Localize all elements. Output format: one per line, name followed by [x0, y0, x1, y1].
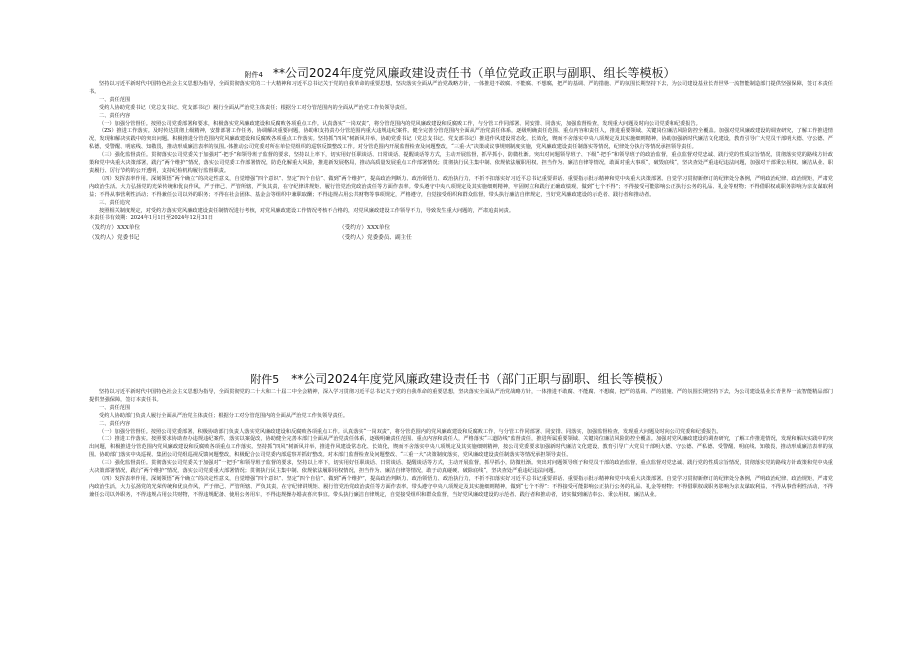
doc2-intro: 坚持以习近平新时代中国特色社会主义思想为指导，全面贯彻党的二十大和二十届二中全会精神，深入学习贯彻习近平总书记关于党的自我革命的重要思想，坚决落实全面从严治党战略方针，一体推进不敢腐、不能腐、不想腐，把严的基调、严的措施、严的氛围长期坚持下去，为公司建设基业长青世界一流智能精品部门提供坚强保障，签订本责任书。 [89, 389, 833, 403]
doc1-sig-issuing-person: （发约人）党委书记 [89, 235, 140, 242]
doc1-intro: 坚持以习近平新时代中国特色社会主义思想为指导，全面贯彻落实党的二十大精神和习近平总书记关于党的自我革命的重要思想，坚决落实全面从严治党战略方针，一体推进不敢腐、不能腐、不想腐，把严的基调、严的措施、严的氛围长期坚持下去，为公司建设基业长青世界一流智能制造部门提供坚强保障，签订本责任书。 [89, 81, 833, 95]
doc1-content-2: （ZS）推进工作落实。及时传达贯彻上级精神，安排部署工作任务，协调解决重要问题，协助和支持责办分管范围内重大违规违纪案件。健全完善分管范围内全面从严治党责任体系，逐级明确责任范围、重点内容和责任人，推进重要领域、关键岗位廉洁风险防控全覆盖。加强对党风廉政建设的调查研究，了解工作推进情况，发现和解决实践中的突出问题。积极推进分管范围内党风廉政建设和反腐败各项重点工作落实。坚持抓“四风”树新风并举，协助党委书记（党总支书记、党支部书记）推进作风建设常态化、长效化，锲而不舍落实中央八项规定及其实施细则精神，协助加强新时代廉洁文化建设，教育引导广大党员干部明大德、守公德、严私德，受警醒、明底线、知敬畏，推动形成廉洁表率的氛围。·体推动公司党委对所在单位党组织的巡察反馈整改工作。对分管范围内开展监督检查及问题整改，“三重·大”决策或议事规则制度实施，党风廉政建设责任制落实等情况，纪律处分执行等情况承担领导责任。 [89, 128, 833, 151]
doc1-heading-accountability: 三、责任追究 [99, 199, 131, 206]
doc1-signature-block [89, 223, 833, 243]
doc1-scope-text: 受约人协助党委书记（党总支书记、党支部书记）履行全面从严治党主体责任；根据分工对分管范围内的全面从严治党工作负领导责任。 [99, 104, 411, 111]
doc1-body [89, 81, 833, 243]
doc1-heading-scope: 一、责任范围 [99, 96, 131, 103]
doc2-annex-label: 附件5 [250, 373, 280, 386]
doc2-title: **公司2024年度党风廉政建设责任书（部门正职与副职、组长等模板） [291, 372, 670, 386]
doc1-sig-issuing-party: （发约方）XXX单位 [89, 225, 141, 232]
doc1-title-row [0, 64, 920, 81]
doc2-scope-text: 受约人协助部门负责人履行全面从严治党主体责任；根据分工对分管范围内的全面从严治党工作负领导责任。 [99, 412, 349, 419]
doc2-body [89, 389, 833, 500]
doc2-heading-scope: 一、责任范围 [99, 404, 131, 411]
doc1-validity-period: 本责任书有效期：2024年1月1日至2024年12月31日 [89, 215, 214, 222]
doc1-accountability-text: 按照相关制度规定，对受约方落实党风廉政建设责任制情况进行考核，对党风廉政建设工作情况考核不合格的，对党风廉政建设工作领导不力，导致发生重大问题的，严肃追责问责。 [99, 207, 515, 214]
doc1-sig-receiving-party: （受约方）XXX单位 [339, 225, 391, 232]
doc1-content-3: （三）强化监督责任。贯彻落实公司党委关于加强对“·把手”和领导班子监督的要求，坚持以上率下，切实用好任职谈话、日常谈话、提醒谈话等方式，主动开展监督，抓早抓小，防微杜渐。突出对问题领导班子、下级“·把手”和领导班子的政治监督，重点监督对党忠诚、践行党的性质宗旨情况，贯彻落实党的路线方针政策和党中央重大决策部署，践行“两个维护”情况，落实公司党委工作部署情况，防范化解重大风险，推进新发展格局，推动高质量发展重点工作部署情况；贯彻执行民主集中制、依规依法履职用权、担当作为、廉洁自律等情况，敢面对重大事项“，破毁底线“，坚决查处严重违纪违法问题，加强对干部秉公用权、廉洁从业、职责履行、厉行节约的公开透明，支持纪检机构履行监督职责。 [89, 152, 833, 174]
doc2-content-1: （一）加强分管督任。按照公司党委部署，积极协助部门负责人落实党风廉政建设和反腐败各项重点工作。认真落实“一岗双责”，将分管范围内的党风廉政建设和反腐败工作，与分管工作同部署、同安排、同落实，加强监督检查，发现重大问题及时向公司党委和纪委报告。 [99, 428, 722, 435]
doc1-sig-receiving-person: （受约人）党委委员、副主任 [339, 235, 412, 242]
doc1-heading-content: 二、责任内容 [99, 112, 131, 119]
doc1-title: **公司2024年度党风廉政建设责任书（单位党政正职与副职、组长等模板） [272, 66, 676, 80]
doc2-title-row [0, 370, 920, 387]
doc1-annex-label: 附件4 [244, 71, 263, 79]
doc2-content-4: （四）发挥表率作用。深刻领悟“两个确立”的决定性意义，自觉增强“四个意识”、坚定“四个自信”、做到“两个维护”，提高政治判断力、政治领悟力、政治执行力，不折不扣落实好习近平总书记重要讲话、重要指示批示精神和党中央重大决策部署。自觉学习贯彻新修订的纪律处分条例，严明政治纪律、政治规矩，严肃党内政治生活，大力弘扬党的光荣传统和优良作风，严于律己、严管所辖、严负其责，在守纪律讲规矩、履行管党治党政治责任等方面作表率。带头遵守中央八项规定及其实施细则精神，做到“七个不得”：不得接受可能影响公正执行公务的礼品、礼金等财物；不得借职权或职务影响为亲友谋取利益，不得从事营利性活动，不得兼任公司以外职务，不得违规占用公共财物，不得违规配备、使用公务用车，不得违规操办婚丧喜庆事宜。带头执行廉洁自律规定，自觉接受组织和群众监督，当好党风廉政建设的示范者、践行者和推动者，切实做到廉洁奉公、秉公用权、廉洁从业。 [89, 475, 833, 498]
doc2-content-3: （三）强化监督责任。贯彻落实公司党委关于加强对“一把手”和领导班子监督的要求，坚持以上率下，切实用好任职谈话、日常谈话、提醒谈话等方式，主动开展监督，抓早抓小，防微杜渐。突出对问题领导班子和党员干部的政治监督，重点监督对党忠诚、践行党的性质宗旨情况，贯彻落实党的路线方针政策和党中央重大决策部署情况，践行“两个维护”情况，落实公司党委重大部署情况；贯彻执行民主集中制、依规依法履职用权情况，担当作为、廉洁自律等情况，敢于动真碰硬、破除底线“，坚决查处严重违纪违法问题。 [89, 460, 833, 475]
doc1-content-4: （四）发挥表率作用。深刻领悟“两个确立”的决定性意义，自觉增强“四个意识”、坚定“四个自信”、做到“两个维护”，提高政治判断力、政治领悟力、政治执行力，不折不扣落实好习近平总书记重要讲话、重要指示批示精神和党中央重大决策部署。自觉学习贯彻新修订的纪律处分条例，严明政治纪律、政治规矩，严肃党内政治生活。大力弘扬党的光荣传统和优良作风，严于律己、严管所辖，严负其责，在守纪律讲规矩、履行管党治党政治责任等方面作表率。带头遵守中央八项规定及其实施细则精神，牢固树立和践行正确政绩观，做到“七个不得”；不得接受可能影响公正执行公务的礼品、礼金等财物；不得借职权或职务影响为亲友谋取利益；不得从事营利性活动；不得兼任公司以外的职务；不得在社会团体、基金会等组织中兼职取酬；不得违规占用公共财物等事项规定，严格遵守，自觉接受组织和群众监督，带头执行廉洁自律规定，当好党风廉政建设的示范者、践行者和推动者。 [89, 175, 833, 198]
doc2-heading-content: 二、责任内容 [99, 420, 131, 427]
doc2-content-2: （二）推进工作落实。按照要求协助查办违规违纪案件，落实以案促改，协助健全完善本部门全面从严治党责任体系，逐级明确责任范围、重点内容和责任人，严格落实“三道防线”监督责任，推进所属重要领域、关键岗位廉洁风险防控全覆盖。加强对党风廉政建设的调查研究，了解工作推进情况，发现和解决实践中的突出问题，积极推进分管范围内党风廉政建设和反腐败各项重点工作落实。坚持抓“四风”树新风并举，推进作风建设常态化、长效化，锲而不舍落实中央八项规定及其实施细则精神，按公司党委要求加强新时代廉洁文化建设，教育引导广大党员干部明大德、守公德、严私德、受警醒、明底线、知敬畏，推动形成廉洁表率的氛围。协助部门落实中央巡视、集团公司党组巡视反馈问题整改，积极配合公司党委内部巡察并抓好整改。对本部门监督检查及问题整改、“三重一大”决策制度落实，党风廉政建设责任制落实等情况承担领导责任。 [89, 436, 833, 459]
doc1-content-1: （一）加强分管督任。按照公司党委部署和要求，积极落实党风廉政建设和反腐败各项重点工作。认真落实“一岗双责”，将分管范围内的党风廉政建设和反腐败工作，与分管工作同部署、同安排、同落实，加强监督检查，发现重大问题及时向公司党委和纪委报告。 [99, 120, 701, 127]
